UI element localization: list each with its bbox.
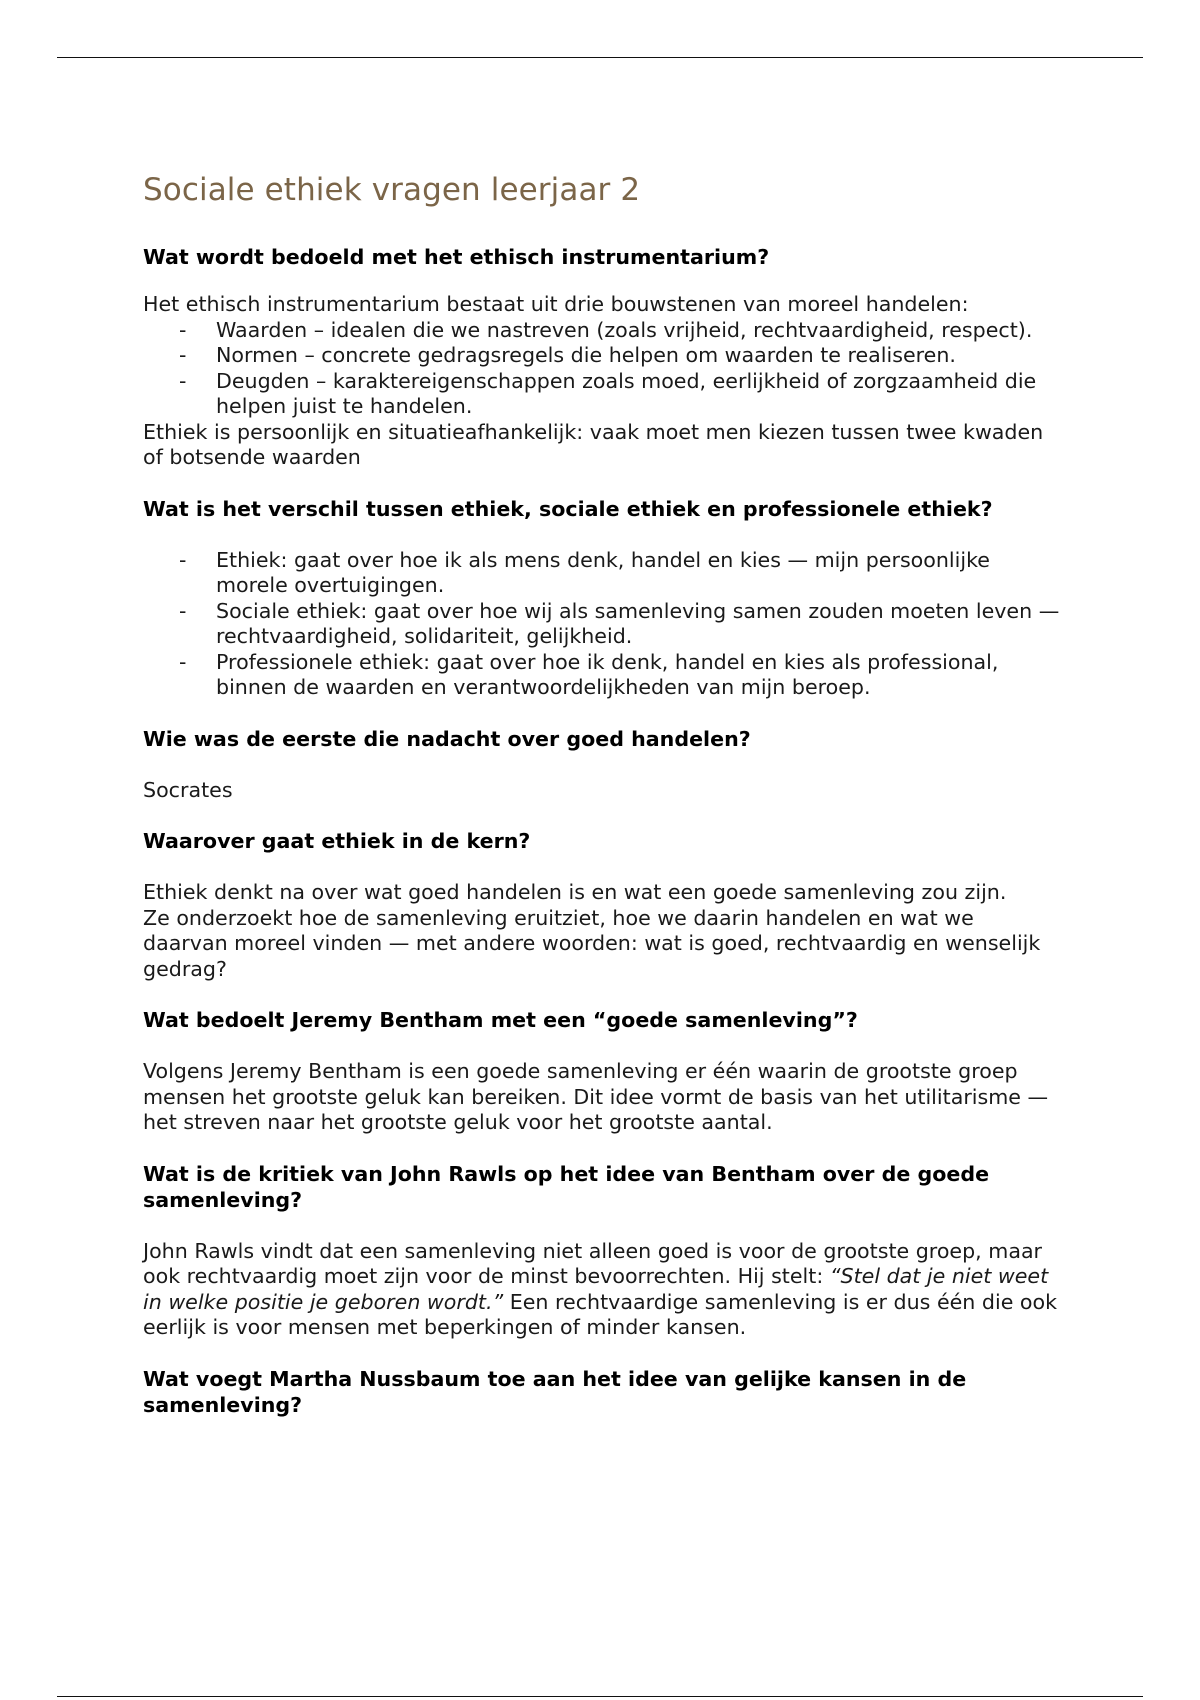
answer-text: Het ethisch instrumentarium bestaat uit drie bouwstenen van moreel handelen: [143, 292, 969, 316]
answer-text: Volgens Jeremy Bentham is een goede samenleving er één waarin de grootste groep mensen het grootste geluk kan bereiken. Dit idee vormt de basis van het utilitarisme — het streven naar het grootste geluk voor het grootste aantal. [143, 1059, 1049, 1134]
question-heading: Wat bedoelt Jeremy Bentham met een “goede samenleving”? [143, 1008, 858, 1032]
page-title: Sociale ethiek vragen leerjaar 2 [143, 172, 641, 208]
header-rule [57, 57, 1143, 58]
question-heading: Wat wordt bedoeld met het ethisch instrumentarium? [143, 245, 770, 269]
footer-rule [57, 1696, 1143, 1697]
answer-text: Ze onderzoekt hoe de samenleving eruitziet, hoe we daarin handelen en wat we daarvan moreel vinden — met andere woorden: wat is goed, rechtvaardig en wenselijk gedrag? [143, 905, 1041, 981]
dash-marker: - [179, 368, 187, 393]
dash-marker: - [179, 547, 187, 572]
document-body [143, 172, 1063, 1418]
answer-text: Ethiek denkt na over wat goed handelen is en wat een goede samenleving zou zijn. [143, 880, 1007, 904]
quote-text: “Stel dat je niet weet in welke positie je geboren wordt.” [143, 1264, 1049, 1314]
question-heading: Wie was de eerste die nadacht over goed handelen? [143, 726, 751, 751]
bullet-list [143, 548, 1063, 701]
question-heading: Wat is het verschil tussen ethiek, sociale ethiek en professionele ethiek? [143, 496, 993, 521]
list-item: - Normen – concrete gedragsregels die helpen om waarden te realiseren. [179, 343, 956, 367]
answer-text: Socrates [143, 777, 233, 802]
dash-marker: - [179, 343, 187, 367]
dash-marker: - [179, 317, 187, 342]
question-heading: Waarover gaat ethiek in de kern? [143, 829, 531, 853]
list-item: - Professionele ethiek: gaat over hoe ik denk, handel en kies als professional, binnen de waarden en verantwoordelijkheden van mijn beroep. [179, 649, 999, 699]
answer-text: John Rawls vindt dat een samenleving niet alleen goed is voor de grootste groep, maar ook rechtvaardig moet zijn voor de minst bevoorrechten. Hij stelt: “Stel dat je niet weet in welke positie je geboren wordt.” Een rechtvaardige samenleving is er dus één die ook eerlijk is voor mensen met beperkingen of minder kansen. [143, 1238, 1058, 1339]
list-item: - Sociale ethiek: gaat over hoe wij als samenleving samen zouden moeten leven — rechtvaardigheid, solidariteit, gelijkheid. [179, 598, 1060, 648]
list-item: - Deugden – karaktereigenschappen zoals moed, eerlijkheid of zorgzaamheid die helpen juist te handelen. [179, 368, 1037, 418]
dash-marker: - [179, 649, 187, 674]
dash-marker: - [179, 598, 187, 623]
question-heading: Wat is de kritiek van John Rawls op het idee van Bentham over de goede samenleving? [143, 1161, 990, 1212]
list-item: - Ethiek: gaat over hoe ik als mens denk, handel en kies — mijn persoonlijke morele overtuigingen. [179, 547, 990, 597]
list-item: - Waarden – idealen die we nastreven (zoals vrijheid, rechtvaardigheid, respect). [179, 317, 1033, 342]
question-heading: Wat voegt Martha Nussbaum toe aan het idee van gelijke kansen in de samenleving? [143, 1366, 967, 1417]
bullet-list [143, 318, 1063, 420]
answer-text: Ethiek is persoonlijk en situatieafhankelijk: vaak moet men kiezen tussen twee kwaden of botsende waarden [143, 419, 1044, 469]
